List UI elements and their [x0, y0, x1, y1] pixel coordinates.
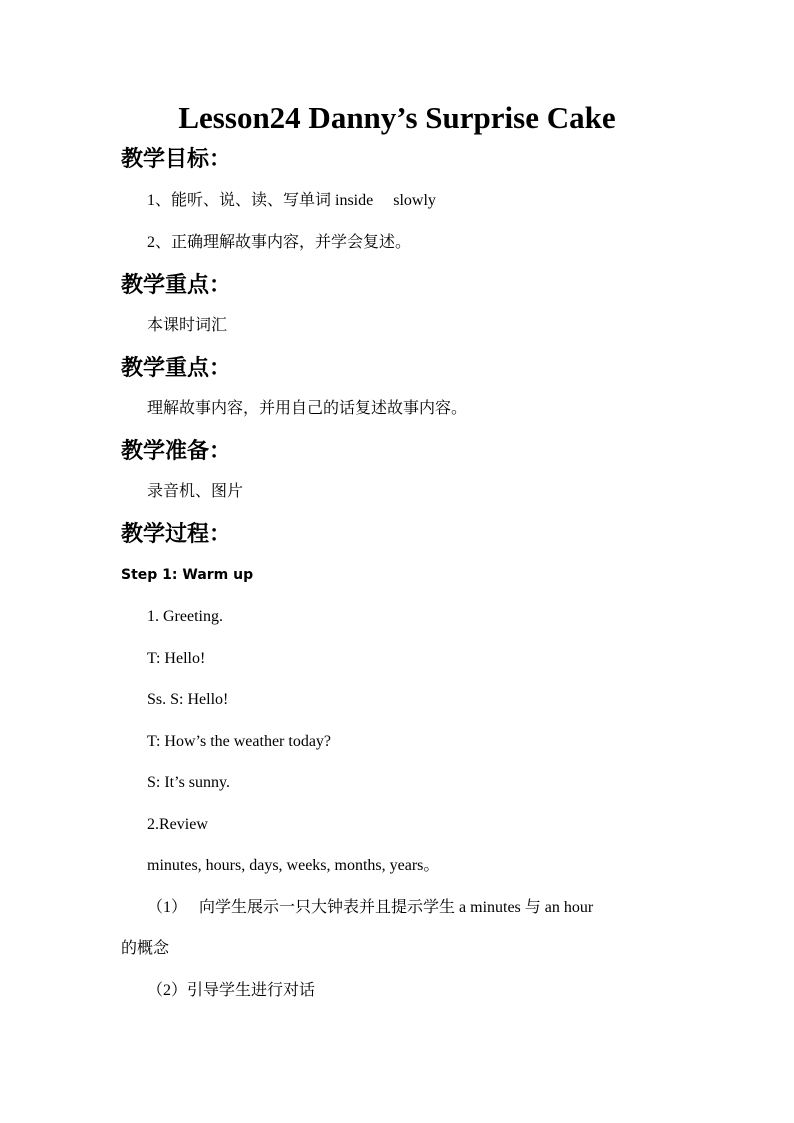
sub-item-1-number: （1） — [147, 899, 188, 916]
key-points-2-heading: 教学重点： — [121, 355, 232, 381]
objective-item-2: 2、正确理解故事内容，并学会复述。 — [147, 234, 412, 251]
process-sub-item-1-continued: 的概念 — [121, 940, 170, 957]
process-heading: 教学过程： — [121, 521, 232, 547]
lesson-title: Lesson24 Danny’s Surprise Cake — [178, 100, 616, 135]
process-line-teacher-hello: T: Hello! — [147, 650, 206, 667]
key-points-heading: 教学重点： — [121, 272, 232, 298]
process-sub-item-1 — [147, 897, 593, 919]
objective-item-1-text: 1、能听、说、读、写单词 inside — [147, 192, 374, 209]
objective-item-1 — [147, 190, 436, 212]
process-line-review: 2.Review — [147, 816, 208, 833]
preparation-text: 录音机、图片 — [147, 483, 244, 500]
process-line-weather-question: T: How’s the weather today? — [147, 733, 332, 750]
sub-item-1-text: 向学生展示一只大钟表并且提示学生 a minutes 与 an hour — [199, 899, 594, 916]
preparation-heading: 教学准备： — [121, 438, 232, 464]
key-points-2-text: 理解故事内容，并用自己的话复述故事内容。 — [147, 400, 468, 417]
process-line-students-hello: Ss. S: Hello! — [147, 691, 229, 708]
process-line-weather-answer: S: It’s sunny. — [147, 774, 230, 791]
objectives-heading: 教学目标： — [121, 146, 232, 172]
process-line-time-words: minutes, hours, days, weeks, months, years。 — [147, 857, 440, 874]
process-line-greeting: 1. Greeting. — [147, 608, 223, 625]
key-points-text: 本课时词汇 — [147, 317, 228, 334]
objective-item-1-word: slowly — [393, 192, 436, 209]
step-1-heading: Step 1: Warm up — [121, 567, 254, 583]
process-sub-item-2: （2）引导学生进行对话 — [147, 982, 316, 999]
